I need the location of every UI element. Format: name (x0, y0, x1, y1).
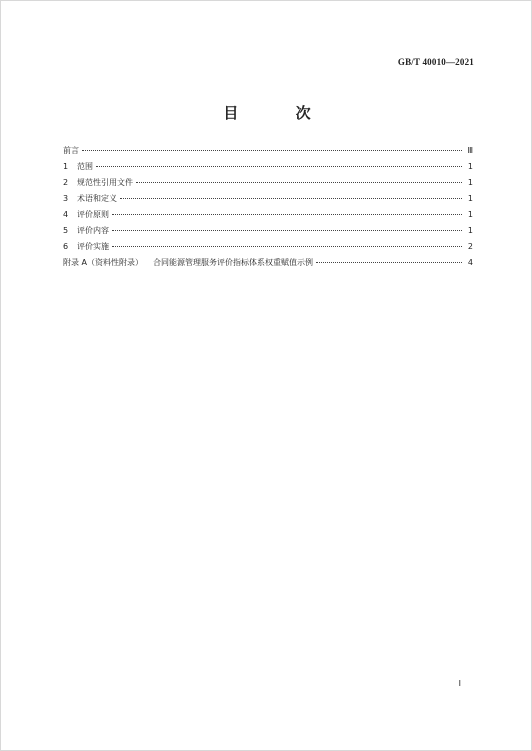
toc-entry-page: Ⅲ (467, 146, 473, 155)
toc-entry-4[interactable] (63, 209, 473, 225)
toc-title: 目 次 (223, 104, 337, 122)
toc-entry-number: 1 (63, 162, 69, 171)
toc-entry-label: 评价内容 (77, 226, 109, 235)
toc-entry-number: 4 (63, 210, 69, 219)
toc-entry-label: 评价原则 (77, 210, 109, 219)
toc-appendix-title: 合同能源管理服务评价指标体系权重赋值示例 (153, 258, 314, 267)
toc-leader-dots (120, 198, 462, 199)
toc-leader-dots (112, 246, 462, 247)
toc-entry-page: 1 (467, 210, 473, 219)
toc-leader-dots (112, 214, 462, 215)
toc-entry-number: 3 (63, 194, 69, 203)
toc-leader-dots (112, 230, 462, 231)
toc-entry-page: 1 (467, 178, 473, 187)
toc-entry-2[interactable] (63, 177, 473, 193)
toc-entry-number: 5 (63, 226, 69, 235)
toc-entry-page: 1 (467, 194, 473, 203)
toc-leader-dots (316, 262, 462, 263)
page-number: Ⅰ (458, 679, 461, 688)
toc-entry-3[interactable] (63, 193, 473, 209)
table-of-contents (63, 145, 473, 273)
toc-entry-6[interactable] (63, 241, 473, 257)
toc-entry-label: 范围 (77, 162, 93, 171)
toc-entry-number: 2 (63, 178, 69, 187)
toc-leader-dots (96, 166, 462, 167)
toc-entry-page: 1 (467, 162, 473, 171)
standard-code: GB/T 40010—2021 (397, 57, 474, 67)
toc-entry-preface[interactable] (63, 145, 473, 161)
toc-entry-label: 规范性引用文件 (77, 178, 133, 187)
toc-entry-label: 前言 (63, 146, 79, 155)
toc-entry-label: 评价实施 (77, 242, 109, 251)
toc-appendix-label: 附录 A（资料性附录） (63, 258, 144, 267)
toc-entry-page: 4 (467, 258, 473, 267)
toc-entry-number: 6 (63, 242, 69, 251)
toc-leader-dots (82, 150, 462, 151)
toc-leader-dots (136, 182, 462, 183)
toc-entry-page: 1 (467, 226, 473, 235)
toc-entry-label: 术语和定义 (77, 194, 117, 203)
toc-entry-appendix-a[interactable] (63, 257, 473, 273)
toc-entry-1[interactable] (63, 161, 473, 177)
toc-entry-page: 2 (467, 242, 473, 251)
toc-entry-5[interactable] (63, 225, 473, 241)
